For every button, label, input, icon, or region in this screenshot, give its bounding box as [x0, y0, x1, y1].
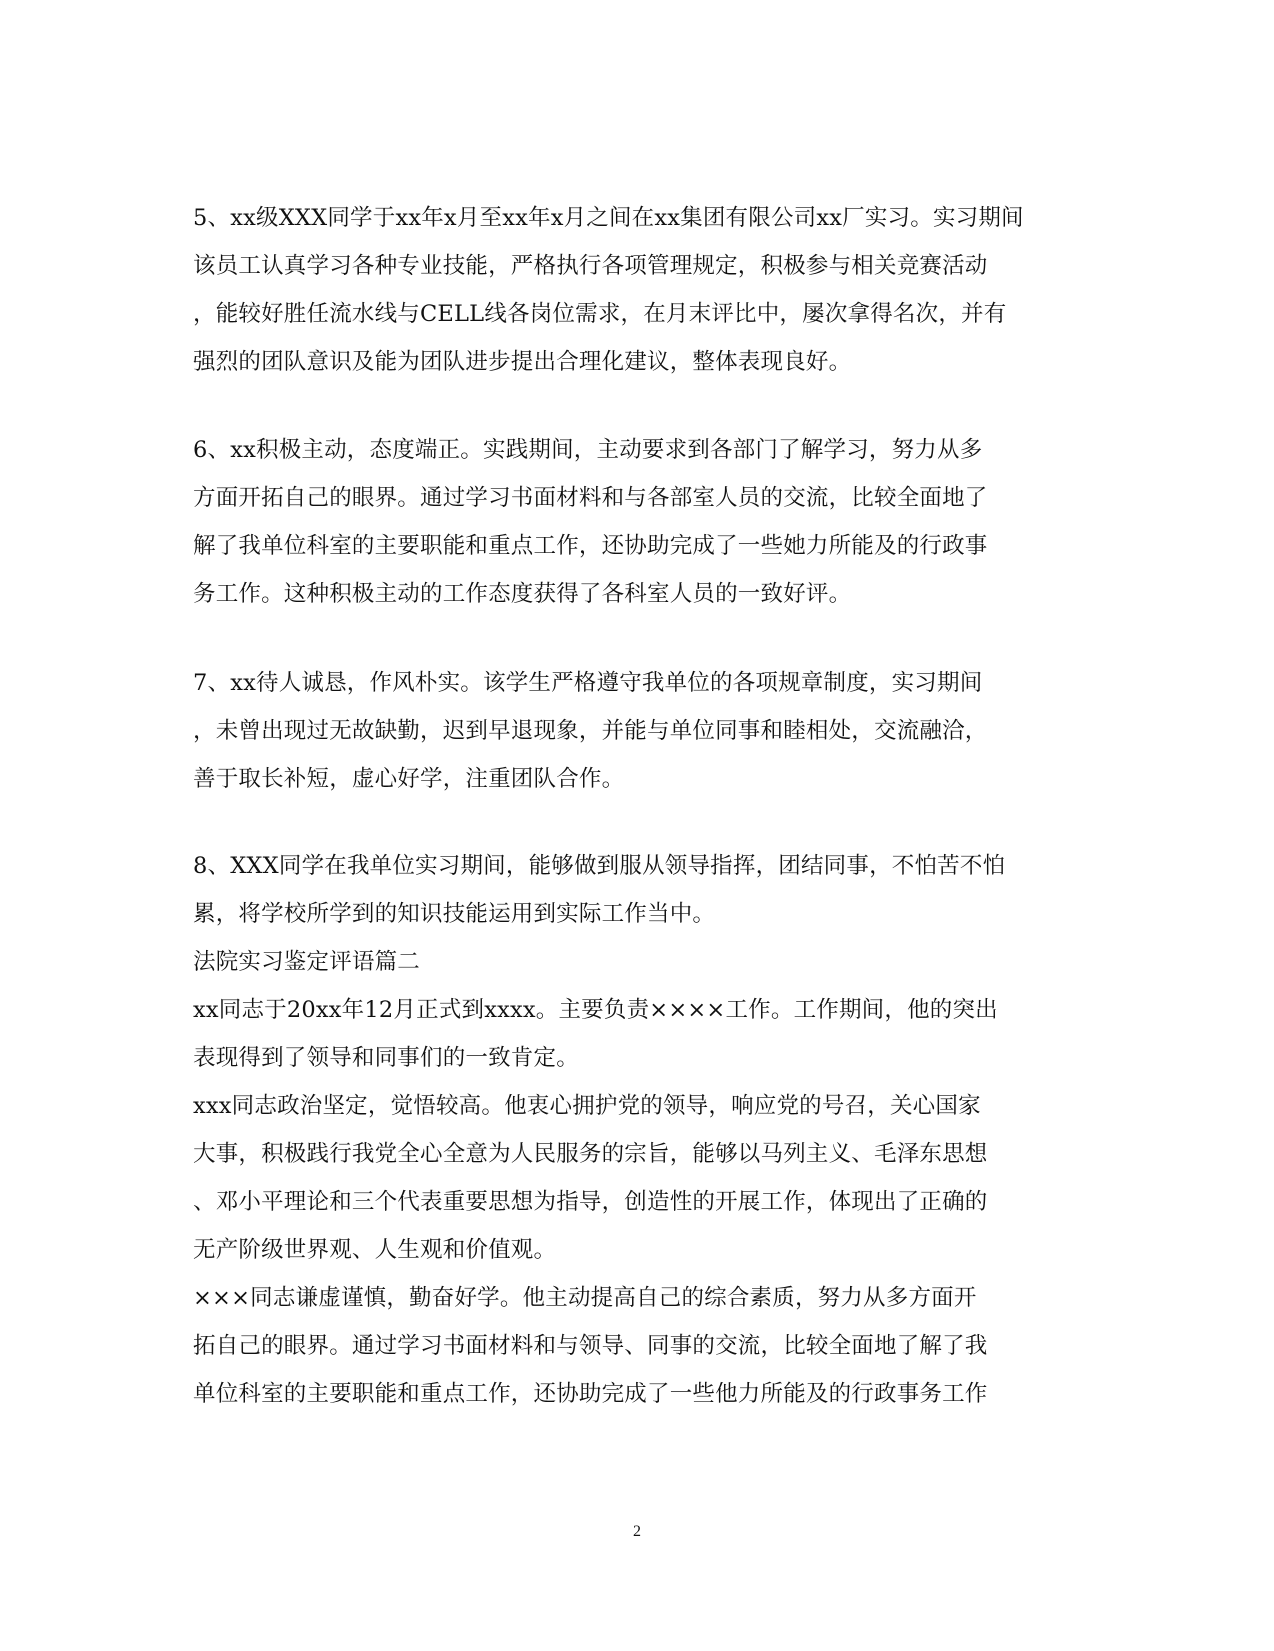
paragraph-5	[193, 194, 1073, 386]
text-line: xxx同志政治坚定，觉悟较高。他衷心拥护党的领导，响应党的号召，关心国家	[193, 1093, 981, 1119]
paragraph-6	[193, 426, 1073, 618]
paragraph-7	[193, 659, 1073, 803]
paragraph-8	[193, 842, 1073, 1418]
text-line: 8、XXX同学在我单位实习期间，能够做到服从领导指挥，团结同事，不怕苦不怕	[193, 853, 1006, 879]
text-line: 方面开拓自己的眼界。通过学习书面材料和与各部室人员的交流，比较全面地了	[193, 485, 988, 511]
text-line: 累，将学校所学到的知识技能运用到实际工作当中。	[193, 901, 716, 927]
text-line: ，未曾出现过无故缺勤，迟到早退现象，并能与单位同事和睦相处，交流融洽，	[193, 718, 988, 744]
text-line: 解了我单位科室的主要职能和重点工作，还协助完成了一些她力所能及的行政事	[193, 533, 988, 559]
text-line: 无产阶级世界观、人生观和价值观。	[193, 1237, 557, 1263]
text-line: xx同志于20xx年12月正式到xxxx。主要负责××××工作。工作期间，他的突出	[193, 997, 998, 1023]
text-line: 善于取长补短，虚心好学，注重团队合作。	[193, 766, 625, 792]
section-heading: 法院实习鉴定评语篇二	[193, 949, 421, 975]
text-line: 强烈的团队意识及能为团队进步提出合理化建议，整体表现良好。	[193, 349, 852, 375]
text-line: 6、xx积极主动，态度端正。实践期间，主动要求到各部门了解学习，努力从多	[193, 437, 983, 463]
text-line: 该员工认真学习各种专业技能，严格执行各项管理规定，积极参与相关竞赛活动	[193, 253, 988, 279]
text-line: 、邓小平理论和三个代表重要思想为指导，创造性的开展工作，体现出了正确的	[193, 1189, 988, 1215]
text-line: 拓自己的眼界。通过学习书面材料和与领导、同事的交流，比较全面地了解了我	[193, 1333, 988, 1359]
page-number: 2	[633, 1523, 641, 1540]
text-line: 5、xx级XXX同学于xx年x月至xx年x月之间在xx集团有限公司xx厂实习。实习期间	[193, 205, 1024, 231]
text-line: 表现得到了领导和同事们的一致肯定。	[193, 1045, 579, 1071]
text-line: ×××同志谦虚谨慎，勤奋好学。他主动提高自己的综合素质，努力从多方面开	[193, 1285, 977, 1311]
text-line: ，能较好胜任流水线与CELL线各岗位需求，在月末评比中，屡次拿得名次，并有	[193, 301, 1007, 327]
text-line: 大事，积极践行我党全心全意为人民服务的宗旨，能够以马列主义、毛泽东思想	[193, 1141, 988, 1167]
text-line: 务工作。这种积极主动的工作态度获得了各科室人员的一致好评。	[193, 581, 852, 607]
text-line: 7、xx待人诚恳，作风朴实。该学生严格遵守我单位的各项规章制度，实习期间	[193, 670, 983, 696]
text-line: 单位科室的主要职能和重点工作，还协助完成了一些他力所能及的行政事务工作	[193, 1381, 988, 1407]
